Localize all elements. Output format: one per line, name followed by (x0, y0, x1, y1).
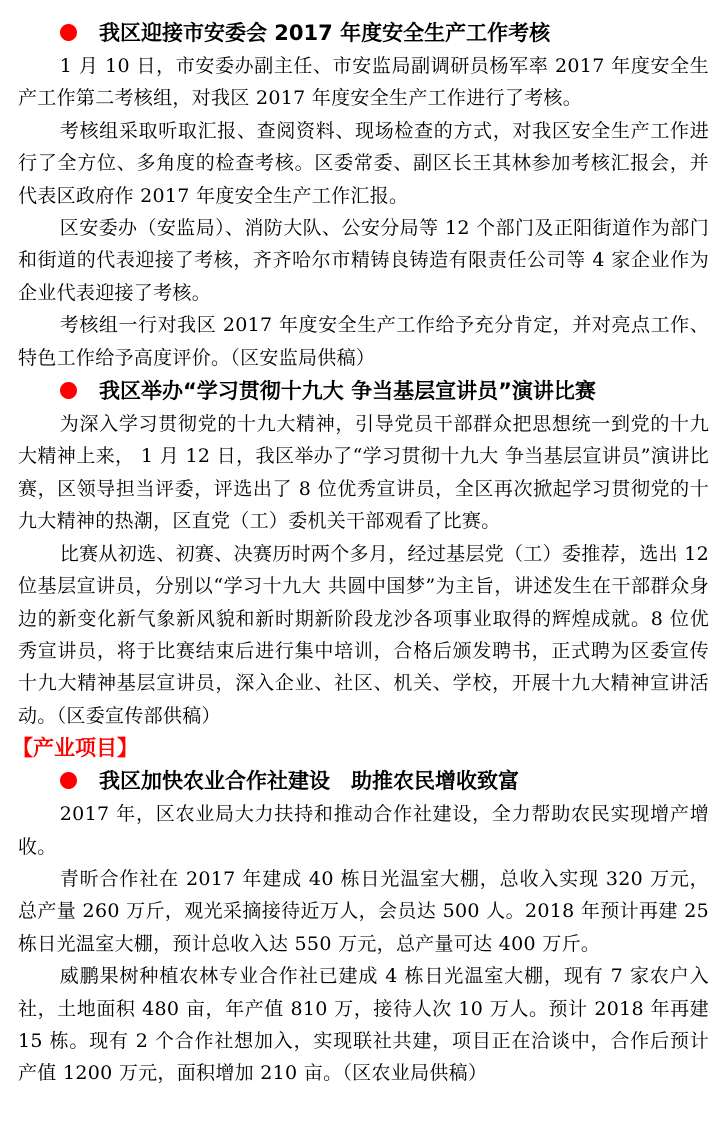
article-title: 我区加快农业合作社建设 助推农民增收致富 (99, 769, 519, 794)
section-label: 【产业项目】 (12, 736, 138, 761)
article-paragraph: 区安委办（安监局）、消防大队、公安分局等 12 个部门及正阳街道作为部门和街道的代表迎接了考核，齐齐哈尔市精铸良铸造有限责任公司等 4 家企业作为企业代表迎接了考核。 (18, 217, 709, 304)
red-bullet-icon (60, 382, 77, 399)
article-paragraph: 青昕合作社在 2017 年建成 40 栋日光温室大棚，总收入实现 320 万元，总产量 260 万斤，观光采摘接待近万人，会员达 500 人。2018 年预计再建 25 栋日光温室大棚，预计总收入达 550 万元，总产量可达 400 万斤。 (18, 867, 709, 955)
article-heading (0, 374, 723, 408)
document-page (0, 16, 723, 1090)
article-title: 我区举办“学习贯彻十九大 争当基层宣讲员”演讲比赛 (99, 379, 596, 404)
article-title: 我区迎接市安委会 2017 年度安全生产工作考核 (99, 21, 551, 45)
article-paragraph: 考核组一行对我区 2017 年度安全生产工作给予充分肯定，并对亮点工作、特色工作给予高度评价。（区安监局供稿） (18, 314, 709, 369)
article-paragraph: 考核组采取听取汇报、查阅资料、现场检查的方式，对我区安全生产工作进行了全方位、多角度的检查考核。区委常委、副区长王其林参加考核汇报会，并代表区政府作 2017 年度安全生产工作汇报。 (18, 119, 709, 207)
article-heading (0, 764, 723, 798)
red-bullet-icon (60, 772, 77, 789)
red-bullet-icon (60, 24, 77, 41)
article-paragraph: 为深入学习贯彻党的十九大精神，引导党员干部群众把思想统一到党的十九大精神上来， 1 月 12 日，我区举办了“学习贯彻十九大 争当基层宣讲员”演讲比赛，区领导担当评委，评选出了 8 位优秀宣讲员，全区再次掀起学习贯彻党的十九大精神的热潮，区直党（工）委机关干部观看了比赛。 (18, 413, 709, 533)
article-paragraph: 1 月 10 日，市安委办副主任、市安监局副调研员杨军率 2017 年度安全生产工作第二考核组，对我区 2017 年度安全生产工作进行了考核。 (18, 55, 709, 110)
article-paragraph: 2017 年，区农业局大力扶持和推动合作社建设，全力帮助农民实现增产增收。 (18, 803, 709, 858)
article-paragraph: 比赛从初选、初赛、决赛历时两个多月，经过基层党（工）委推荐，选出 12 位基层宣讲员，分别以“学习十九大 共圆中国梦”为主旨，讲述发生在干部群众身边的新变化新气象新风貌和新时期新阶段龙沙各项事业取得的辉煌成就。8 位优秀宣讲员，将于比赛结束后进行集中培训，合格后颁发聘书，正式聘为区委宣传十九大精神基层宣讲员，深入企业、社区、机关、学校，开展十九大精神宣讲活动。（区委宣传部供稿） (18, 542, 709, 727)
article-heading (0, 16, 723, 50)
article-paragraph: 威鹏果树种植农林专业合作社已建成 4 栋日光温室大棚，现有 7 家农户入社，土地面积 480 亩，年产值 810 万，接待人次 10 万人。预计 2018 年再建 15 栋。现有 2 个合作社想加入，实现联社共建，项目正在洽谈中，合作后预计产值 1200 万元，面积增加 210 亩。（区农业局供稿） (18, 965, 709, 1085)
